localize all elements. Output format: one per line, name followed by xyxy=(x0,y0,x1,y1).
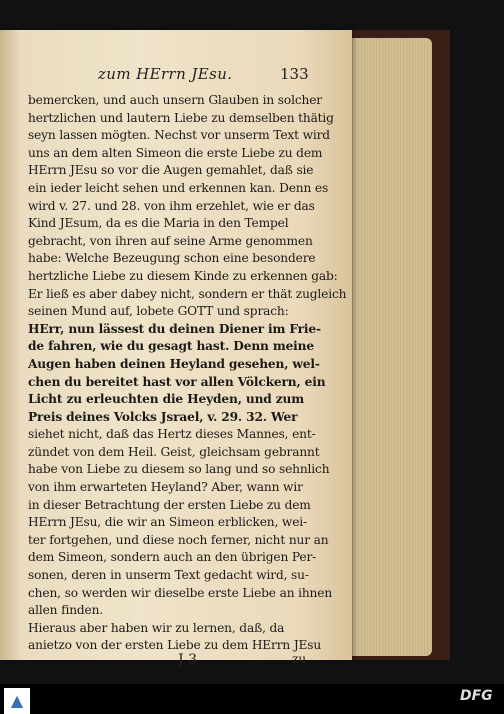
text-line: HErr, nun lässest du deinen Diener im Frie- xyxy=(28,321,321,336)
library-logo-icon: ▲ xyxy=(4,688,30,714)
text-line: anietzo von der ersten Liebe zu dem HErrn JEsu xyxy=(28,638,322,653)
text-line: Augen haben deinen Heyland gesehen, wel- xyxy=(28,356,320,371)
text-line: de fahren, wie du gesagt hast. Denn meine xyxy=(28,339,314,354)
text-line: Licht zu erleuchten die Heyden, und zum xyxy=(28,392,305,407)
text-line: allen finden. xyxy=(28,603,104,618)
text-block xyxy=(28,92,347,655)
viewer-bar xyxy=(0,684,504,714)
signature-mark: J 3 xyxy=(178,652,197,668)
text-line: in dieser Betrachtung der ersten Liebe zu dem xyxy=(28,497,311,512)
text-line: bemercken, und auch unsern Glauben in solcher xyxy=(28,93,322,107)
running-head: zum HErrn JEsu. xyxy=(98,65,233,83)
text-line: wird v. 27. und 28. von ihm erzehlet, wie er das xyxy=(28,198,315,213)
text-line: HErrn JEsu, die wir an Simeon erblicken, wei- xyxy=(28,515,307,530)
text-line: HErrn JEsu so vor die Augen gemahlet, daß sie xyxy=(28,163,314,178)
text-line: Preis deines Volcks Jsrael, v. 29. 32. Wer xyxy=(28,409,298,424)
text-line: von ihm erwarteten Heyland? Aber, wann wir xyxy=(28,480,303,495)
text-line: zündet von dem Heil. Geist, gleichsam gebrannt xyxy=(28,444,320,459)
page-number: 133 xyxy=(280,65,309,83)
text-line: sonen, deren in unserm Text gedacht wird, su- xyxy=(28,568,309,583)
dfg-logo: DFG xyxy=(460,688,493,704)
text-line: ter fortgehen, und diese noch ferner, nicht nur an xyxy=(28,532,329,547)
text-line: dem Simeon, sondern auch an den übrigen Per- xyxy=(28,550,317,565)
text-line: habe von Liebe zu diesem so lang und so sehnlich xyxy=(28,462,330,477)
text-line: hertzlichen und lautern Liebe zu demselben thätig xyxy=(28,110,334,125)
text-line: seinen Mund auf, lobete GOTT und sprach: xyxy=(28,304,289,319)
text-line: habe: Welche Bezeugung schon eine besondere xyxy=(28,251,316,266)
text-line: hertzliche Liebe zu diesem Kinde zu erkennen gab: xyxy=(28,268,338,283)
text-line: chen du bereitet hast vor allen Völckern, ein xyxy=(28,374,326,389)
page-edges xyxy=(340,38,432,656)
page-footer xyxy=(0,652,352,674)
text-line: Hieraus aber haben wir zu lernen, daß, da xyxy=(28,620,285,635)
text-line: uns an dem alten Simeon die erste Liebe zu dem xyxy=(28,145,323,160)
page-header xyxy=(0,65,352,87)
text-line: ein ieder leicht sehen und erkennen kan. Denn es xyxy=(28,180,329,195)
text-line: Er ließ es aber dabey nicht, sondern er thät zugleich xyxy=(28,286,347,301)
text-line: chen, so werden wir dieselbe erste Liebe an ihnen xyxy=(28,585,333,600)
book-page xyxy=(0,30,352,668)
catchword: zu xyxy=(292,652,307,666)
text-line: gebracht, von ihren auf seine Arme genommen xyxy=(28,233,313,248)
text-line: seyn lassen mögten. Nechst vor unserm Text wird xyxy=(28,128,330,143)
text-line: Kind JEsum, da es die Maria in den Tempel xyxy=(28,216,289,231)
text-line: siehet nicht, daß das Hertz dieses Mannes, ent- xyxy=(28,427,316,442)
